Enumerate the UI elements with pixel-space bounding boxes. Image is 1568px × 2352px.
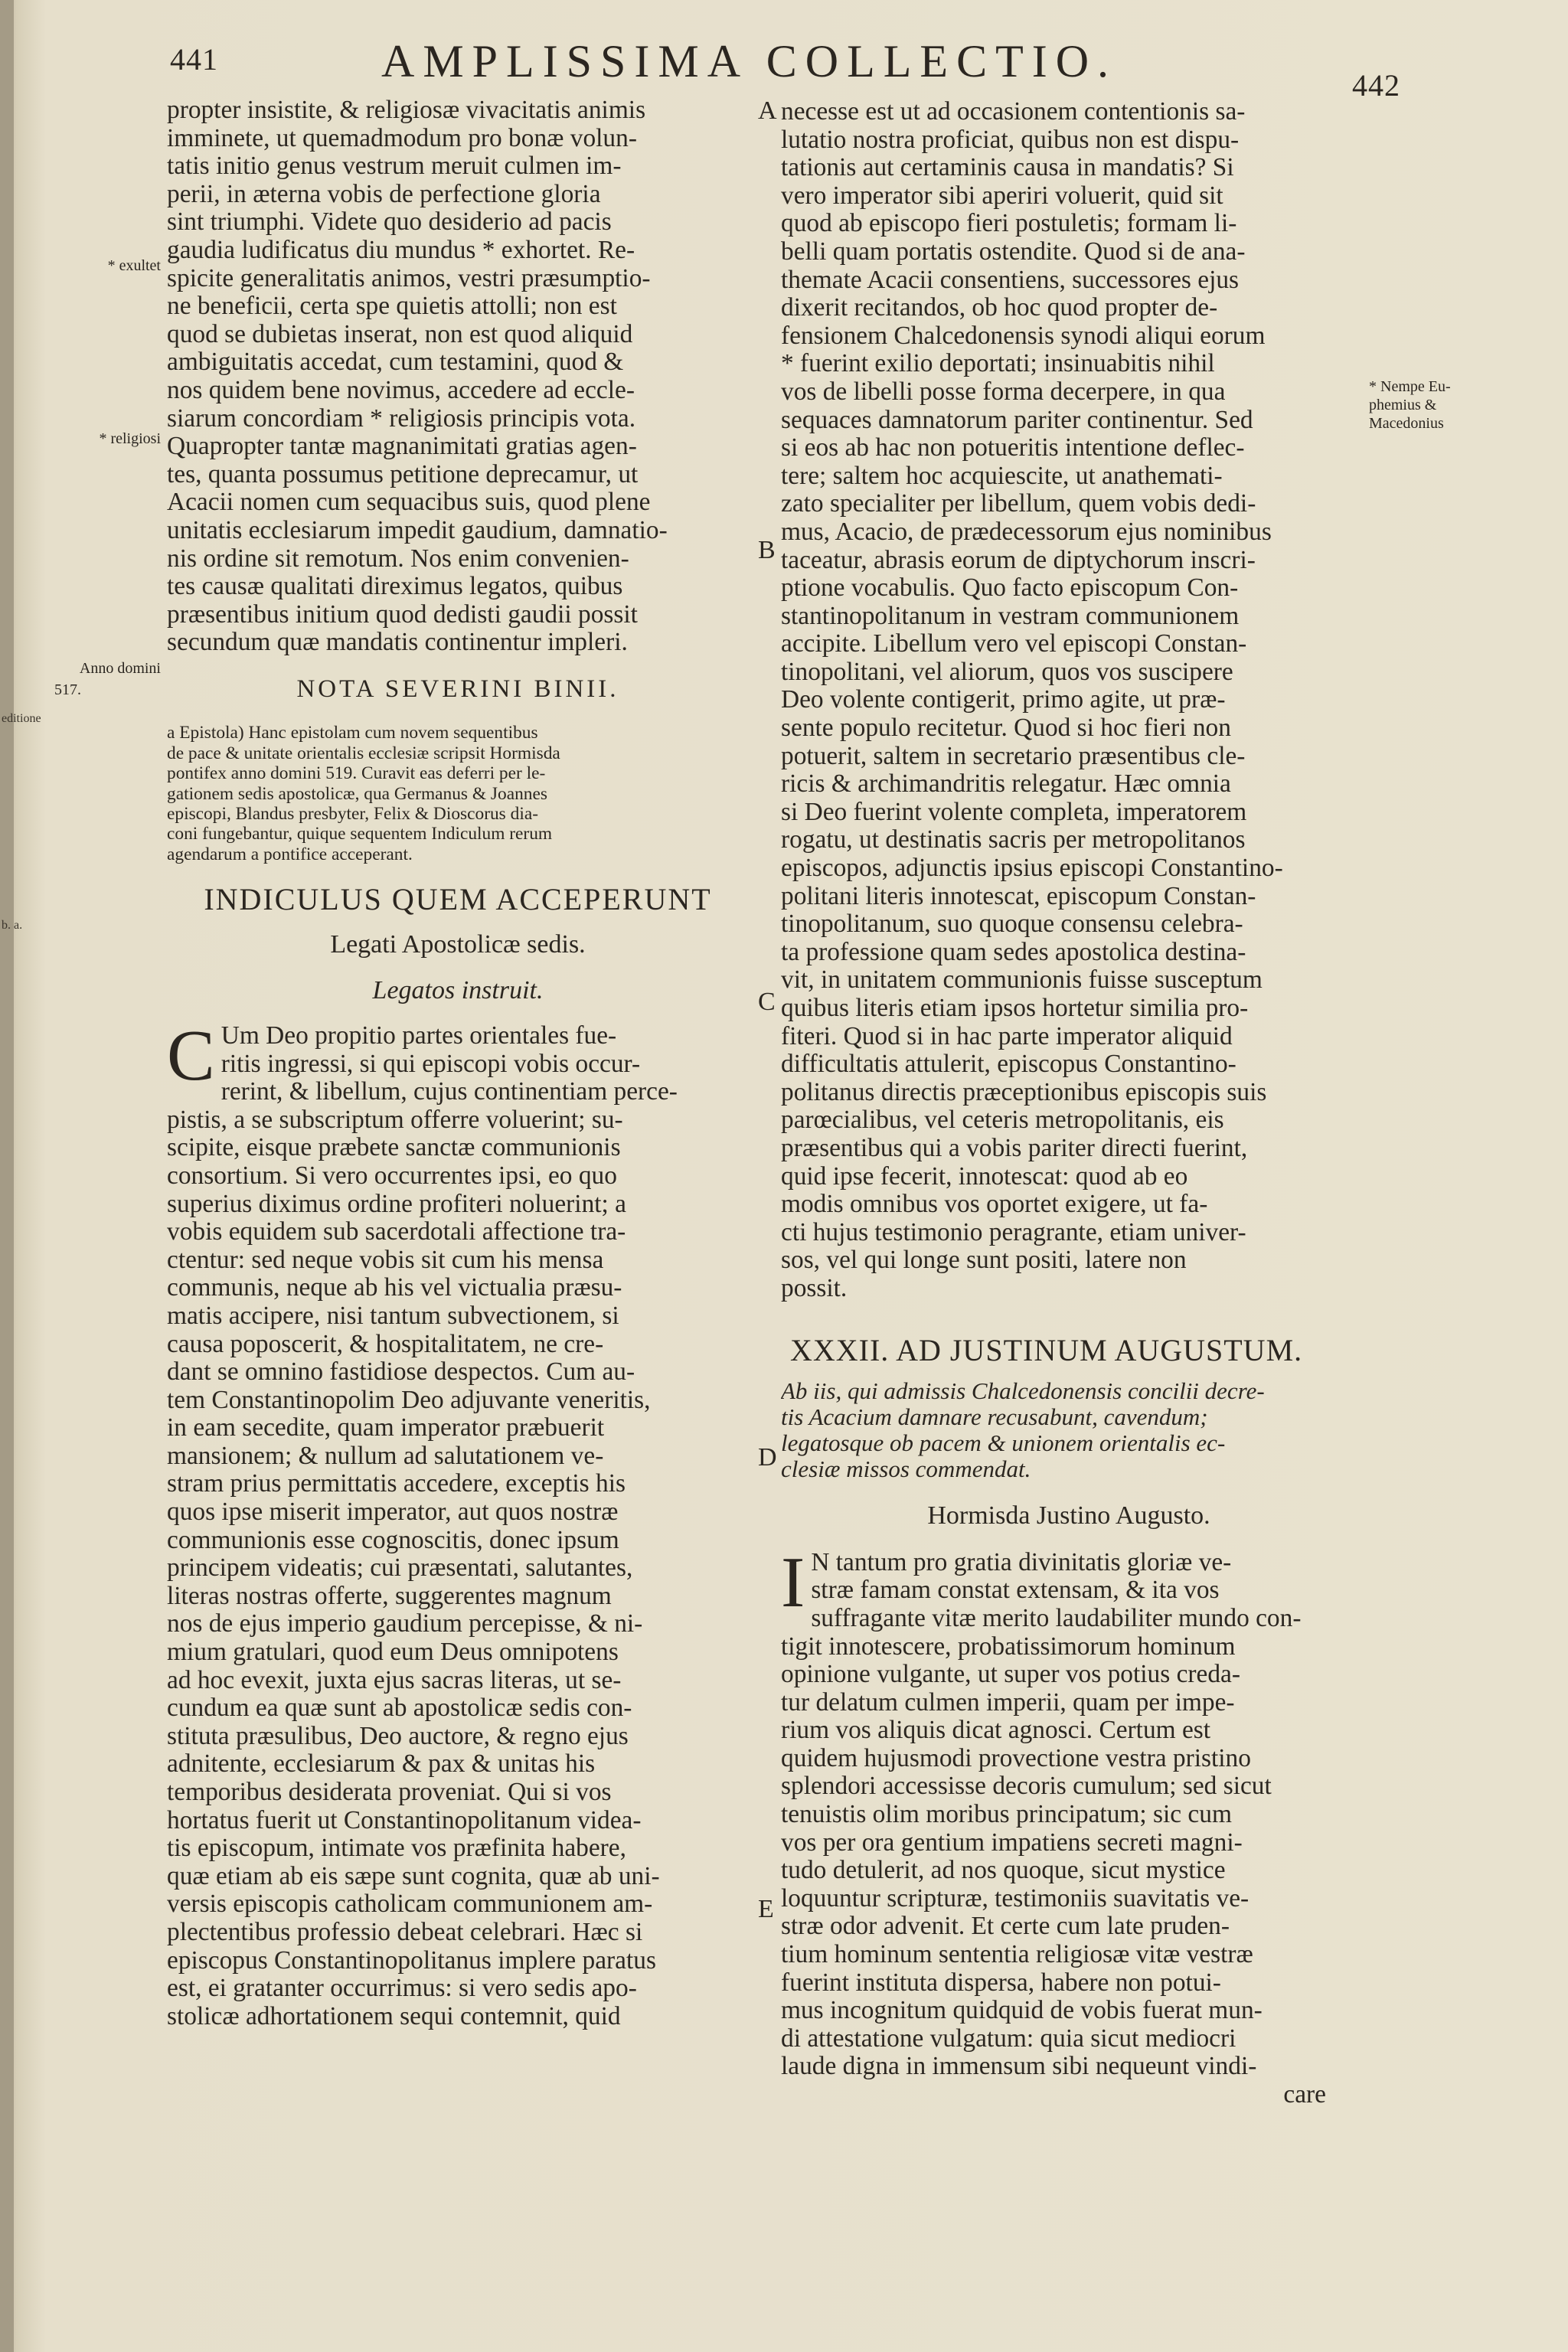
text-line: fiteri. Quod si in hac parte imperator aliquid xyxy=(781,1022,1233,1050)
text-line: Deo volente contigerit, primo agite, ut præ- xyxy=(781,686,1226,714)
margin-note-anno-year: 517. xyxy=(54,681,81,698)
left-column-text xyxy=(167,96,749,657)
text-line: sint triumphi. Videte quo desiderio ad pacis xyxy=(167,208,612,237)
letter-text xyxy=(781,1542,1357,2081)
text-line: fuerint instituta dispersa, habere non potui- xyxy=(781,1968,1221,1997)
text-line: splendori accessisse decoris cumulum; sed sicut xyxy=(781,1772,1272,1801)
text-line: causa poposcerit, & hospitalitatem, ne cre- xyxy=(167,1330,604,1358)
text-line: zato specialiter per libellum, quem vobis dedi- xyxy=(781,490,1256,518)
footnote-line: de pace & unitate orientalis ecclesiæ scripsit Hormisda xyxy=(167,743,560,763)
text-line: politani literis innotescat, episcopum Constan- xyxy=(781,882,1256,910)
text-line: taceatur, abrasis eorum de diptychorum inscri- xyxy=(781,546,1256,574)
text-line: tes, quanta possumus petitione deprecamur, ut xyxy=(167,460,639,488)
text-line: vos de libelli posse forma decerpere, in qua xyxy=(781,377,1226,406)
text-line: præsentibus qui a vobis pariter directi fuerint, xyxy=(781,1134,1248,1162)
text-line: pistis, a se subscriptum offerre voluerint; su- xyxy=(167,1106,623,1134)
text-line: communis, neque ab his vel victualia præsu- xyxy=(167,1274,622,1302)
text-line: belli quam portatis ostendite. Quod si de ana- xyxy=(781,237,1246,266)
text-line: tere; saltem hoc acquiescite, ut anathemati- xyxy=(781,462,1223,490)
text-line: matis accipere, nisi tantum subvectionem, si xyxy=(167,1302,619,1330)
text-line: ambiguitatis accedat, cum testamini, quod & xyxy=(167,348,624,377)
text-line: vero imperator sibi aperiri voluerit, quid sit xyxy=(781,181,1223,210)
text-line: Acacii nomen cum sequacibus suis, quod plene xyxy=(167,488,651,517)
legatos-heading: Legatos instruit. xyxy=(372,976,544,1005)
text-line: quod se dubietas inserat, non est quod aliquid xyxy=(167,320,633,348)
text-line: ricis & archimandritis relegatur. Hæc omnia xyxy=(781,770,1231,799)
text-line: tis episcopum, intimate vos præfinita habere, xyxy=(167,1834,626,1863)
text-line: * fuerint exilio deportati; insinuabitis nihil xyxy=(781,350,1215,378)
text-line: sente populo recitetur. Quod si hoc fieri non xyxy=(781,714,1231,743)
catchword: care xyxy=(1283,2081,1326,2109)
text-line: vit, in unitatem communionis fuisse susceptum xyxy=(781,966,1263,995)
text-line: tinopolitanum, suo quoque consensu celebra- xyxy=(781,910,1243,939)
drop-cap-i: I xyxy=(781,1542,805,1622)
text-line: sos, vel qui longe sunt positi, latere non xyxy=(781,1246,1187,1275)
text-line: spicite generalitatis animos, vestri præsumptio- xyxy=(167,264,651,292)
text-line: temporibus desiderata proveniat. Qui si vos xyxy=(167,1779,612,1807)
text-line: principem videatis; cui præsentati, salutantes, xyxy=(167,1554,633,1583)
summary-line: clesiæ missos commendat. xyxy=(781,1456,1031,1483)
text-line: propter insistite, & religiosæ vivacitatis animis xyxy=(167,96,646,124)
text-line: dant se omnino fastidiose despectos. Cum au- xyxy=(167,1358,635,1387)
edge-fragment-2: b. a. xyxy=(2,919,23,932)
text-line: nis ordine sit remotum. Nos enim convenien- xyxy=(167,544,629,573)
text-line: literas nostras offerte, suggerentes magnum xyxy=(167,1582,612,1610)
text-line: stram prius permittatis accedere, exceptis his xyxy=(167,1470,626,1498)
edge-fragment-1: editione xyxy=(2,712,41,725)
text-line: consortium. Si vero occurrentes ipsi, eo quo xyxy=(167,1161,617,1190)
text-line: adnitente, ecclesiarum & pax & unitas his xyxy=(167,1750,596,1779)
letter-heading: XXXII. AD JUSTINUM AUGUSTUM. xyxy=(790,1332,1303,1367)
drop-cap-c: C xyxy=(167,1015,215,1096)
text-line: ad hoc evexit, juxta ejus sacras literas, ut se- xyxy=(167,1666,622,1694)
text-line: sequaces damnatorum pariter continentur. Sed xyxy=(781,406,1253,434)
text-line: modis omnibus vos oportet exigere, ut fa- xyxy=(781,1191,1208,1219)
margin-note-nempe-3: Macedonius xyxy=(1369,415,1444,432)
text-line: quæ etiam ab eis sæpe sunt cognita, quæ ab uni- xyxy=(167,1862,660,1890)
text-line: stolicæ adhortationem sequi contemnit, quid xyxy=(167,2002,621,2030)
page-number-right: 442 xyxy=(1352,68,1400,103)
text-line: perii, in æterna vobis de perfectione gloria xyxy=(167,180,601,208)
text-line: accipite. Libellum vero vel episcopi Constan- xyxy=(781,630,1247,658)
margin-note-nempe-1: * Nempe Eu- xyxy=(1369,378,1451,395)
text-line: rerint, & libellum, cujus continentiam perce- xyxy=(220,1078,678,1106)
text-line: mansionem; & nullum ad salutationem ve- xyxy=(167,1442,604,1470)
text-line: nos quidem bene novimus, accedere ad eccle- xyxy=(167,376,635,404)
text-line: unitatis ecclesiarum impedit gaudium, damnatio- xyxy=(167,516,668,544)
text-line: potuerit, saltem in secretario præsentibus cle- xyxy=(781,742,1246,770)
text-line: loquuntur scripturæ, testimoniis suavitatis ve- xyxy=(781,1884,1250,1913)
left-column xyxy=(167,96,749,2030)
text-line: ta professione quam sedes apostolica destina- xyxy=(781,938,1246,966)
right-column-text xyxy=(781,98,1357,1303)
indiculus-body xyxy=(167,1015,749,2030)
footnotes xyxy=(167,723,749,864)
text-line: quibus literis etiam ipsos hortetur similia pro- xyxy=(781,995,1249,1022)
text-line: si eos ab hac non potueritis intentione deflec- xyxy=(781,434,1245,462)
margin-note-nempe-2: phemius & xyxy=(1369,397,1437,413)
text-line: Quapropter tantæ magnanimitati gratias agen- xyxy=(167,433,637,461)
text-line: stantinopolitanum in vestram communionem xyxy=(781,602,1240,630)
footnote-line: agendarum a pontifice acceperant. xyxy=(167,844,413,864)
indiculus-heading: INDICULUS QUEM ACCEPERUNT xyxy=(204,882,712,917)
text-line: episcopus Constantinopolitanus implere paratus xyxy=(167,1946,656,1975)
text-line: difficultatis attulerit, episcopus Constantino- xyxy=(781,1050,1236,1079)
text-line: hortatus fuerit ut Constantinopolitanum videa- xyxy=(167,1806,642,1834)
text-line: Um Deo propitio partes orientales fue- xyxy=(220,1021,617,1050)
text-line: tenuistis olim moribus principatum; sic cum xyxy=(781,1801,1232,1829)
text-line: quos ipse miserit imperator, aut quos nostræ xyxy=(167,1498,619,1527)
text-line: mium gratulari, quod eum Deus omnipotens xyxy=(167,1638,619,1667)
text-line: cundum ea quæ sunt ab apostolicæ sedis con- xyxy=(167,1694,632,1723)
letter-summary xyxy=(781,1378,1357,1482)
text-line: quidem hujusmodi provectione vestra pristino xyxy=(781,1744,1251,1772)
text-line: opinione vulgante, ut super vos potius creda- xyxy=(781,1661,1240,1689)
text-line: tigit innotescere, probatissimorum hominum xyxy=(781,1632,1236,1661)
footnote-line: pontifex anno domini 519. Curavit eas deferri per le- xyxy=(167,763,546,784)
text-line: vos per ora gentium impatiens secreti magni- xyxy=(781,1828,1243,1857)
text-line: gaudia ludificatus diu mundus * exhortet. Re- xyxy=(167,236,635,264)
text-line: secundum quæ mandatis continentur impleri. xyxy=(167,629,628,657)
text-line: mus, Acacio, de prædecessorum ejus nominibus xyxy=(781,518,1272,546)
footnote-line: coni fungebantur, quique sequentem Indiculum rerum xyxy=(167,824,553,844)
text-line: præsentibus initium quod dedisti gaudii possit xyxy=(167,600,638,629)
summary-line: tis Acacium damnare recusabunt, cavendum; xyxy=(781,1404,1208,1431)
text-line: ritis ingressi, si qui episcopi vobis occur- xyxy=(220,1050,641,1078)
page-number-left: 441 xyxy=(170,42,218,77)
book-gutter xyxy=(0,0,14,2352)
text-line: est, ei gratanter occurrimus: si vero sedis apo- xyxy=(167,1975,637,2003)
margin-note-religiosi: * religiosi xyxy=(99,430,161,447)
text-line: communionis esse cognoscitis, donec ipsum xyxy=(167,1526,619,1554)
section-letter-c: C xyxy=(758,988,776,1016)
text-line: cti hujus testimonio peragrante, etiam univer- xyxy=(781,1218,1246,1246)
text-line: tatis initio genus vestrum meruit culmen im- xyxy=(167,152,622,181)
text-line: ne beneficii, certa spe quietis attolli; non est xyxy=(167,292,617,321)
text-line: stræ famam constat extensam, & ita vos xyxy=(811,1576,1220,1605)
text-line: laude digna in immensum sibi nequeunt vindi- xyxy=(781,2053,1257,2081)
text-line: tudo detulerit, ad nos quoque, sicut mystice xyxy=(781,1857,1226,1885)
text-line: rium vos aliquis dicat agnosci. Certum est xyxy=(781,1717,1211,1745)
text-line: necesse est ut ad occasionem contentionis sa- xyxy=(781,98,1246,126)
footnote-line: gationem sedis apostolicæ, qua Germanus & Joannes xyxy=(167,783,547,804)
text-line: stræ odor advenit. Et certe cum late pruden- xyxy=(781,1913,1230,1941)
summary-line: Ab iis, qui admissis Chalcedonensis concilii decre- xyxy=(781,1378,1265,1405)
running-title: AMPLISSIMA COLLECTIO. xyxy=(381,36,1118,87)
legati-heading: Legati Apostolicæ sedis. xyxy=(330,929,586,959)
text-line: mus incognitum quidquid de vobis fuerat mun- xyxy=(781,1997,1263,2025)
text-line: dixerit recitandos, ob hoc quod propter de- xyxy=(781,294,1218,322)
section-letter-a: A xyxy=(758,96,777,125)
right-column xyxy=(781,98,1357,2109)
text-line: ptione vocabulis. Quo facto episcopum Con- xyxy=(781,574,1239,603)
text-line: tationis aut certaminis causa in mandatis? Si xyxy=(781,154,1234,182)
text-line: lutatio nostra proficiat, quibus non est dispu- xyxy=(781,126,1240,154)
text-line: episcopos, adjunctis ipsius episcopi Constantino- xyxy=(781,854,1283,883)
summary-line: legatosque ob pacem & unionem orientalis ec- xyxy=(781,1430,1226,1457)
section-letter-d: D xyxy=(758,1443,777,1472)
text-line: tinopolitani, vel aliorum, quos vos suscipere xyxy=(781,658,1233,686)
margin-note-anno-domini: Anno domini xyxy=(79,660,161,677)
text-line: tium hominum sententia religiosæ vitæ vestræ xyxy=(781,1941,1253,1969)
text-line: N tantum pro gratia divinitatis gloriæ ve- xyxy=(811,1548,1232,1576)
text-line: vobis equidem sub sacerdotali affectione tra- xyxy=(167,1218,626,1246)
indiculus-text xyxy=(167,1015,749,2030)
text-line: themate Acacii consentiens, successores ejus xyxy=(781,266,1240,294)
text-line: politanus directis præceptionibus episcopis suis xyxy=(781,1078,1267,1106)
text-line: tur delatum culmen imperii, quam per impe- xyxy=(781,1688,1235,1717)
text-line: rogatu, ut destinatis sacris per metropolitanos xyxy=(781,826,1246,854)
salutation: Hormisda Justino Augusto. xyxy=(927,1501,1210,1530)
text-line: quod ab episcopo fieri postuletis; formam li- xyxy=(781,210,1237,238)
section-letter-e: E xyxy=(758,1895,774,1923)
text-line: scipite, eisque præbete sanctæ communionis xyxy=(167,1134,621,1162)
text-line: nos de ejus imperio gaudium percepisse, & ni- xyxy=(167,1610,643,1638)
running-header xyxy=(0,31,1568,103)
text-line: parœcialibus, vel ceteris metropolitanis, eis xyxy=(781,1106,1224,1135)
text-line: siarum concordiam * religiosis principis vota. xyxy=(167,404,636,433)
text-line: stituta præsulibus, Deo auctore, & regno ejus xyxy=(167,1722,629,1750)
text-line: superius diximus ordine profiteri noluerint; a xyxy=(167,1190,626,1218)
footnote-line: episcopi, Blandus presbyter, Felix & Dioscorus dia- xyxy=(167,804,538,825)
letter-body xyxy=(781,1542,1357,2081)
text-line: fensionem Chalcedonensis synodi aliqui eorum xyxy=(781,322,1266,350)
text-line: tem Constantinopolim Deo adjuvante veneritis, xyxy=(167,1386,651,1414)
section-letter-b: B xyxy=(758,536,776,564)
text-line: plectentibus professio debeat celebrari. Hæc si xyxy=(167,1918,643,1946)
text-line: si Deo fuerint volente completa, imperatorem xyxy=(781,798,1247,826)
nota-heading: NOTA SEVERINI BINII. xyxy=(296,675,619,703)
text-line: imminete, ut quemadmodum pro bonæ volun- xyxy=(167,124,637,152)
text-line: ctentur: sed neque vobis sit cum his mensa xyxy=(167,1246,604,1274)
margin-note-exultet: * exultet xyxy=(107,257,161,274)
text-line: di attestatione vulgatum: quia sicut mediocri xyxy=(781,2024,1236,2053)
text-line: quid ipse fecerit, innotescat: quod ab eo xyxy=(781,1162,1188,1191)
text-line: in eam secedite, quam imperator præbuerit xyxy=(167,1414,605,1442)
text-line: versis episcopis catholicam communionem am- xyxy=(167,1890,653,1919)
text-line: possit. xyxy=(781,1274,848,1302)
text-line: tes causæ qualitati direximus legatos, quibus xyxy=(167,573,623,601)
text-line: suffragante vitæ merito laudabiliter mundo con- xyxy=(811,1604,1302,1632)
footnote-line: a Epistola) Hanc epistolam cum novem sequentibus xyxy=(167,723,538,743)
